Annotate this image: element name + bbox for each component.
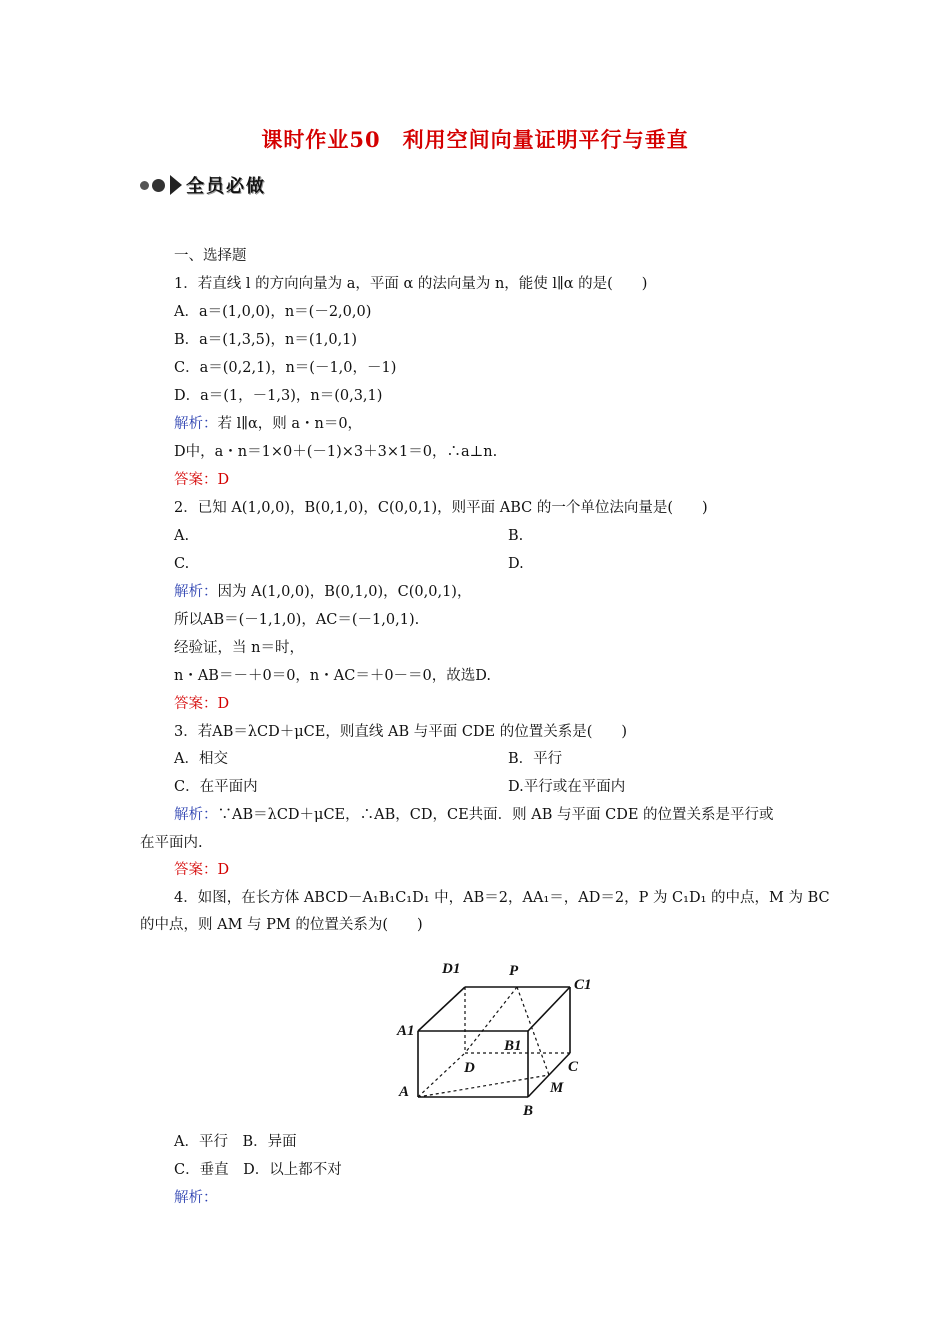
arrow-icon	[170, 175, 182, 195]
vertex-label: A	[399, 1084, 410, 1100]
analysis-text: 若 l∥α，则 a・n＝0，	[217, 416, 363, 432]
question-3: 3．若AB＝λCD＋μCE，则直线 AB 与平面 CDE 的位置关系是( )	[174, 724, 628, 740]
option-c: C．在平面内	[174, 779, 258, 795]
analysis-line: n・AB＝－＋0＝0，n・AC＝＋0－＝0，故选D.	[174, 668, 491, 684]
vertex-label: M	[550, 1080, 564, 1096]
vertex-label: D	[464, 1060, 475, 1076]
page-title: 课时作业50 利用空间向量证明平行与垂直	[261, 127, 689, 152]
question-1: 1．若直线 l 的方向向量为 a，平面 α 的法向量为 n，能使 l∥α 的是( )	[174, 276, 648, 292]
section-heading: 一、选择题	[174, 248, 247, 264]
option-a: A.	[174, 528, 190, 544]
answer-line: 答案：D	[174, 696, 230, 712]
vertex-label: P	[509, 963, 519, 979]
option-ab: A．平行 B．异面	[174, 1134, 297, 1150]
analysis-line	[174, 582, 471, 602]
answer-line: 答案：D	[174, 472, 230, 488]
option-c: C．a＝(0,2,1)，n＝(－1,0，－1)	[174, 360, 397, 376]
vertex-label: C1	[574, 977, 592, 993]
option-c: C.	[174, 556, 190, 572]
section-badge	[140, 173, 266, 197]
question-2: 2．已知 A(1,0,0)，B(0,1,0)，C(0,0,1)，则平面 ABC 的一个单位法向量是( )	[174, 500, 708, 516]
vertex-label: B1	[504, 1038, 522, 1054]
option-b: B.	[508, 528, 524, 544]
analysis-label: 解析：	[174, 584, 218, 600]
option-a: A．a＝(1,0,0)，n＝(－2,0,0)	[174, 304, 372, 320]
analysis-line: 在平面内.	[140, 835, 203, 851]
vertex-label: A1	[397, 1023, 415, 1039]
option-d: D.	[508, 556, 524, 572]
option-d: D.平行或在平面内	[508, 779, 626, 795]
analysis-label: 解析：	[174, 807, 218, 823]
option-b: B．a＝(1,3,5)，n＝(1,0,1)	[174, 332, 358, 348]
analysis-line: 经验证，当 n＝时，	[174, 640, 304, 656]
dot-icon	[152, 179, 165, 192]
cuboid-figure	[390, 955, 600, 1125]
question-4-cont: 的中点，则 AM 与 PM 的位置关系为( )	[140, 917, 423, 933]
analysis-label: 解析：	[174, 1190, 218, 1206]
option-a: A．相交	[174, 751, 228, 767]
question-4: 4．如图，在长方体 ABCD－A₁B₁C₁D₁ 中，AB＝2，AA₁＝，AD＝2，P 为 C₁D₁ 的中点，M 为 BC	[174, 890, 830, 906]
option-d: D．a＝(1，－1,3)，n＝(0,3,1)	[174, 388, 383, 404]
option-b: B．平行	[508, 751, 563, 767]
dot-icon	[140, 181, 149, 190]
answer-line: 答案：D	[174, 862, 230, 878]
analysis-text: ∵AB＝λCD＋μCE，∴AB，CD，CE共面．则 AB 与平面 CDE 的位置关系是平行或	[217, 807, 774, 823]
analysis-line: 所以AB＝(－1,1,0)，AC＝(－1,0,1).	[174, 612, 420, 628]
badge-label: 全员必做	[186, 176, 266, 197]
analysis-line	[174, 805, 774, 825]
vertex-label: C	[568, 1059, 579, 1075]
vertex-label: B	[523, 1103, 534, 1119]
vertex-label: D1	[442, 961, 461, 977]
analysis-line: 解析：若 l∥α，则 a・n＝0，	[174, 416, 363, 432]
option-cd: C．垂直 D．以上都不对	[174, 1162, 342, 1178]
analysis-text: 因为 A(1,0,0)，B(0,1,0)，C(0,0,1)，	[217, 584, 472, 600]
analysis-line: D中，a・n＝1×0＋(－1)×3＋3×1＝0，∴a⊥n.	[174, 444, 498, 460]
